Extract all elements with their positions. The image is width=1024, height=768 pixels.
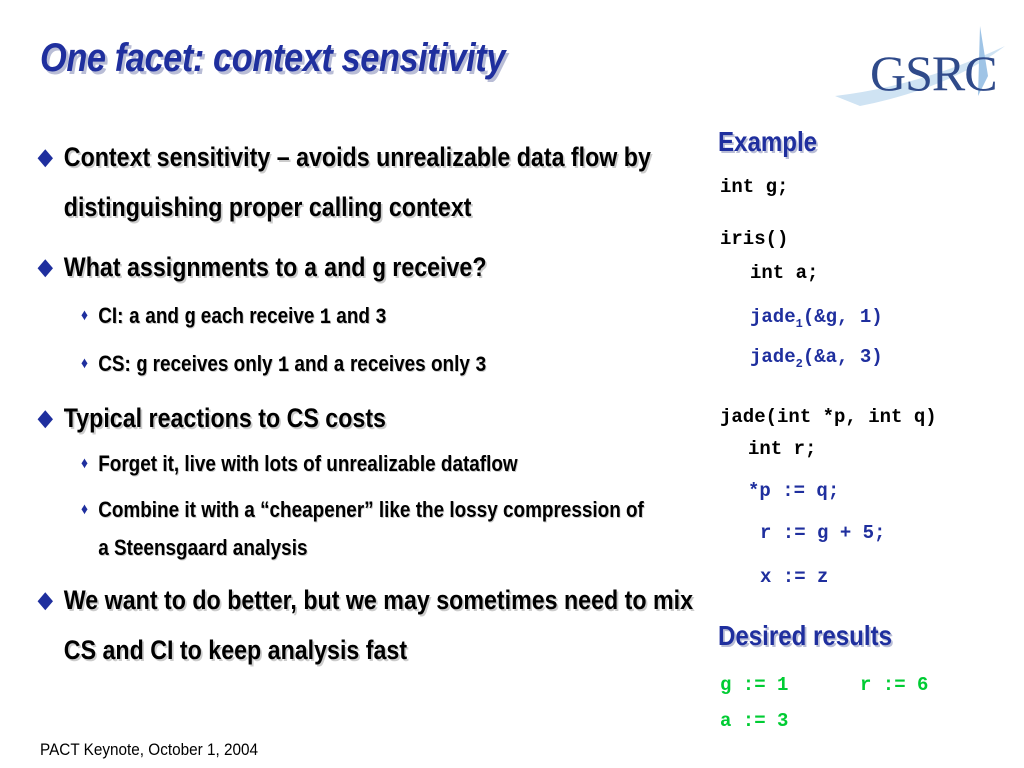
- code-subscript: 2: [795, 356, 803, 371]
- code-fn: jade: [750, 346, 796, 368]
- result-line: g := 1: [720, 674, 789, 696]
- text-segment: receives only: [344, 351, 476, 376]
- text-segment: CS:: [98, 351, 137, 376]
- sub-bullet-forget-it: [38, 445, 700, 483]
- diamond-bullet-icon: ◆: [38, 144, 53, 169]
- bullet-assignments: [38, 242, 717, 295]
- dot-bullet-icon: ♦: [81, 307, 89, 324]
- code-line: x := z: [760, 566, 829, 588]
- code-line-call: [750, 346, 883, 371]
- code-line: *p := q;: [748, 480, 840, 502]
- text-segment: CI:: [98, 303, 129, 328]
- diamond-bullet-icon: ◆: [38, 587, 53, 612]
- code-var: g: [136, 353, 148, 378]
- slide-footer: PACT Keynote, October 1, 2004: [40, 740, 259, 759]
- code-line: int r;: [748, 438, 817, 460]
- slide-title: One facet: context sensitivity: [40, 36, 506, 80]
- code-subscript: 1: [795, 316, 803, 331]
- code-var: a: [303, 255, 318, 285]
- example-panel: [718, 126, 1018, 732]
- dot-bullet-icon: ♦: [81, 355, 89, 372]
- code-line-call: [750, 306, 883, 331]
- text-segment: each receive: [195, 303, 320, 328]
- bullet-typical-reactions: [38, 393, 717, 443]
- sub-bullet-combine: [38, 491, 649, 567]
- text-segment: and: [331, 303, 376, 328]
- bullet-list: [38, 132, 694, 675]
- text-segment: What assignments to: [63, 252, 304, 282]
- bullet-text: Context sensitivity – avoids unrealizable data flow by distinguishing proper calling context: [63, 142, 651, 222]
- code-var: a: [333, 353, 345, 378]
- code-value: 3: [475, 353, 487, 378]
- bullet-context-sensitivity: [38, 132, 717, 232]
- code-line: r := g + 5;: [760, 522, 886, 544]
- example-header: Example: [718, 126, 818, 157]
- bullet-do-better: [38, 575, 717, 675]
- result-line: a := 3: [720, 710, 789, 732]
- sub-bullet-cs: [38, 345, 700, 385]
- diamond-bullet-icon: ◆: [38, 254, 53, 279]
- bullet-text: Forget it, live with lots of unrealizable dataflow: [98, 451, 518, 476]
- code-line: int g;: [720, 176, 789, 198]
- bullet-text: Typical reactions to CS costs: [63, 403, 386, 433]
- dot-bullet-icon: ♦: [81, 501, 89, 518]
- bullet-text: Combine it with a “cheapener” like the lossy compression of a Steensgaard analysis: [98, 497, 644, 560]
- code-line: jade(int *p, int q): [720, 406, 937, 428]
- code-var: a: [128, 305, 141, 330]
- code-var: g: [371, 255, 386, 285]
- results-header: Desired results: [718, 620, 893, 651]
- gsrc-logo: [830, 26, 1010, 116]
- text-segment: receives only: [147, 351, 278, 376]
- dot-bullet-icon: ♦: [81, 455, 89, 472]
- text-segment: and: [317, 252, 372, 282]
- diamond-bullet-icon: ◆: [38, 405, 53, 430]
- text-segment: receive?: [385, 252, 487, 282]
- code-value: 1: [319, 305, 332, 330]
- logo-text: GSRC: [870, 45, 997, 101]
- result-line: r := 6: [860, 674, 929, 696]
- bullet-text: We want to do better, but we may sometimes need to mix CS and CI to keep analysis fast: [63, 585, 694, 665]
- code-args: (&a, 3): [802, 346, 883, 368]
- code-line: iris(): [720, 228, 789, 250]
- text-segment: and: [140, 303, 185, 328]
- code-var: g: [184, 305, 196, 330]
- code-value: 3: [375, 305, 387, 330]
- code-line: int a;: [750, 262, 819, 284]
- code-args: (&g, 1): [802, 306, 883, 328]
- code-fn: jade: [750, 306, 796, 328]
- code-value: 1: [277, 353, 290, 378]
- sub-bullet-ci: [38, 297, 700, 337]
- text-segment: and: [289, 351, 334, 376]
